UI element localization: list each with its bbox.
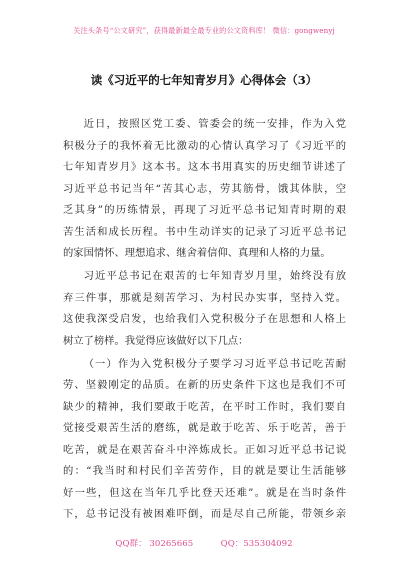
footer-qq-group: QQ群： 30265665 <box>115 539 194 549</box>
paragraph-line: 习近平总书记在艰苦的七年知青岁月里，始终没有放 <box>83 270 346 282</box>
paragraph-line: 的家国情怀、理想追求、继舍着信仰、真理和人格的力量。 <box>63 247 331 259</box>
paragraph-line: 缺少的精神，我们要敢于吃苦，在平时工作时，我们要自 <box>63 400 346 413</box>
paragraph-line: 树立了榜样。我觉得应该做好以下几点： <box>63 334 249 347</box>
paragraph-line: 苦生活和成长历程。书中生动详实的记录了习近平总书记 <box>63 225 346 238</box>
paragraph-line: 乏其身”的历练情景，再现了习近平总书记知青时期的艰 <box>63 204 346 216</box>
paragraph-line: 吃苦，就是在艰苦奋斗中淬炼成长。正如习近平总书记说 <box>63 443 346 456</box>
paragraph-line: 这使我深受启发，也给我们入党积极分子在思想和人格上 <box>63 313 346 325</box>
paragraph-line: 近日，按照区党工委、管委会的统一安排，作为入党 <box>83 118 346 130</box>
paragraph-line: 习近平总书记当年“苦其心志，劳其筋骨，饿其体肤，空 <box>63 182 346 195</box>
paragraph-line: 好一些，但这在当年几乎比登天还难”。就是在当时条件 <box>63 486 346 499</box>
paragraph-line: 七年知青岁月》这本书。这本书用真实的历史细节讲述了 <box>63 161 346 173</box>
paragraph-line: 劳、坚毅刚定的品质。在新的历史条件下这也是我们不可 <box>63 379 346 391</box>
paragraph-line: 觉接受艰苦生活的磨练，就是敢于吃苦、乐于吃苦，善于 <box>63 422 346 434</box>
document-body <box>63 114 346 526</box>
paragraph-line: 积极分子的我怀着无比激动的心情认真学习了《习近平的 <box>63 139 346 152</box>
paragraph-line: （一）作为入党积极分子要学习习近平总书记吃苦耐 <box>83 357 346 370</box>
paragraph-2 <box>63 266 346 352</box>
footer-qq-number: QQ：535304092 <box>220 539 293 549</box>
paragraph-1 <box>63 114 346 265</box>
top-banner: 关注头条号“公文研究”，获得最新最全最专业的公文资料库！ 微信：gongwenyj <box>73 26 335 35</box>
document-title: 读《习近平的七年知青岁月》心得体会（3） <box>90 73 318 87</box>
paragraph-line: 下，总书记没有被困难吓倒，而是尽自己所能，带领乡亲 <box>63 508 346 520</box>
paragraph-line: 弃三件事，那就是刻苦学习、为村民办实事，坚持入党。 <box>63 291 346 304</box>
page-footer <box>0 537 408 549</box>
paragraph-3 <box>63 354 346 526</box>
paragraph-line: 的：“我当时和村民们辛苦劳作，目的就是要让生活能够 <box>63 465 346 477</box>
